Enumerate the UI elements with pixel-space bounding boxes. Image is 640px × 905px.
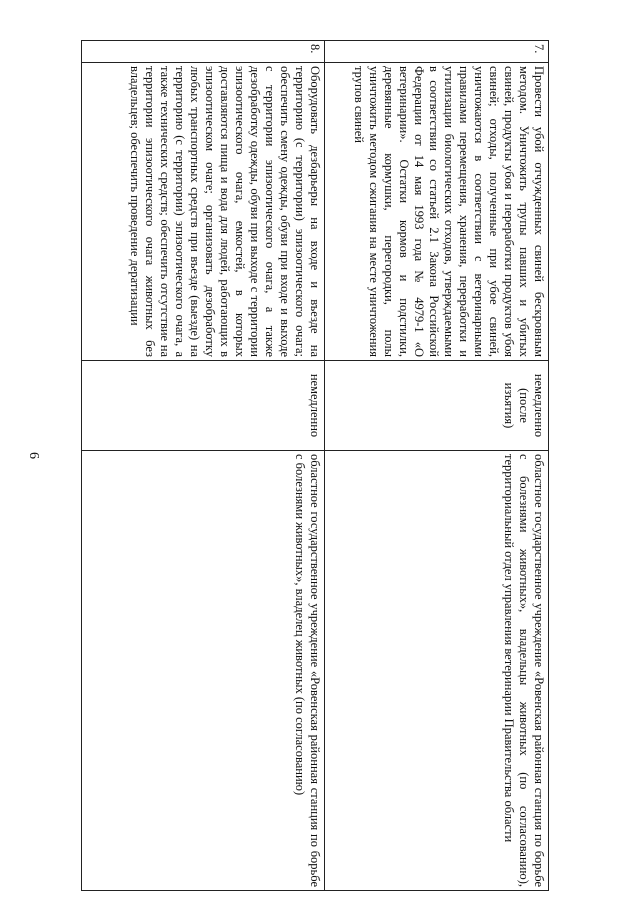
- table-row: [82, 41, 325, 891]
- page-number: 6: [26, 452, 41, 459]
- measures-table: [81, 40, 549, 891]
- rotated-table-container: [82, 40, 549, 890]
- responsible-text: областное государственное учреждение «Ровенская районная станция по борьбе с болезнями животных», владельцы животных (по согласованию), территориальный отдел управления ветеринарии Правительства области: [325, 451, 549, 891]
- row-number: 8.: [82, 41, 325, 63]
- measure-text: Провести убой отчужденных свиней бескровным методом. Уничтожить трупы павших и убитых свиней, продукты убоя и переработки продуктов убоя свиней; отходы, полученные при убое свиней, уничтожаются в соответствии с ветеринарными правилами перемещения, хранения, переработки и утилизации биологических отходов, утверждаемыми в соответствии со статьей 2.1 Закона Российской Федерации от 14 мая 1993 года № 4979-1 «О ветеринарии». Остатки кормов и подстилки, деревянные кормушки, перегородки, полы уничтожить методом сжигания на месте уничтожения трупов свиней: [325, 63, 549, 361]
- table-row: [325, 41, 549, 891]
- row-number: 7.: [325, 41, 549, 63]
- responsible-text: областное государственное учреждение «Ровенская районная станция по борьбе с болезнями животных», владелец животных (по согласованию): [82, 451, 325, 891]
- term-text: немедленно: [82, 361, 325, 451]
- measure-text: Оборудовать дезбарьеры на входе и въезде на территорию (с территории) эпизоотического очага; обеспечить смену одежды, обуви при входе и выходе с территории эпизоотического очага, а также дезобработку одежды, обуви при выходе с территории эпизоотического очага, емкостей, в которых доставляются пища и вода для людей, работающих в эпизоотическом очаге; организовать дезобработку любых транспортных средств при въезде (выезде) на территорию (с территории) эпизоотического очага, а также технических средств; обеспечить отсутствие на территории эпизоотического очага животных без владельцев; обеспечить проведение дератизации: [82, 63, 325, 361]
- term-text: немедленно (после изъятия): [325, 361, 549, 451]
